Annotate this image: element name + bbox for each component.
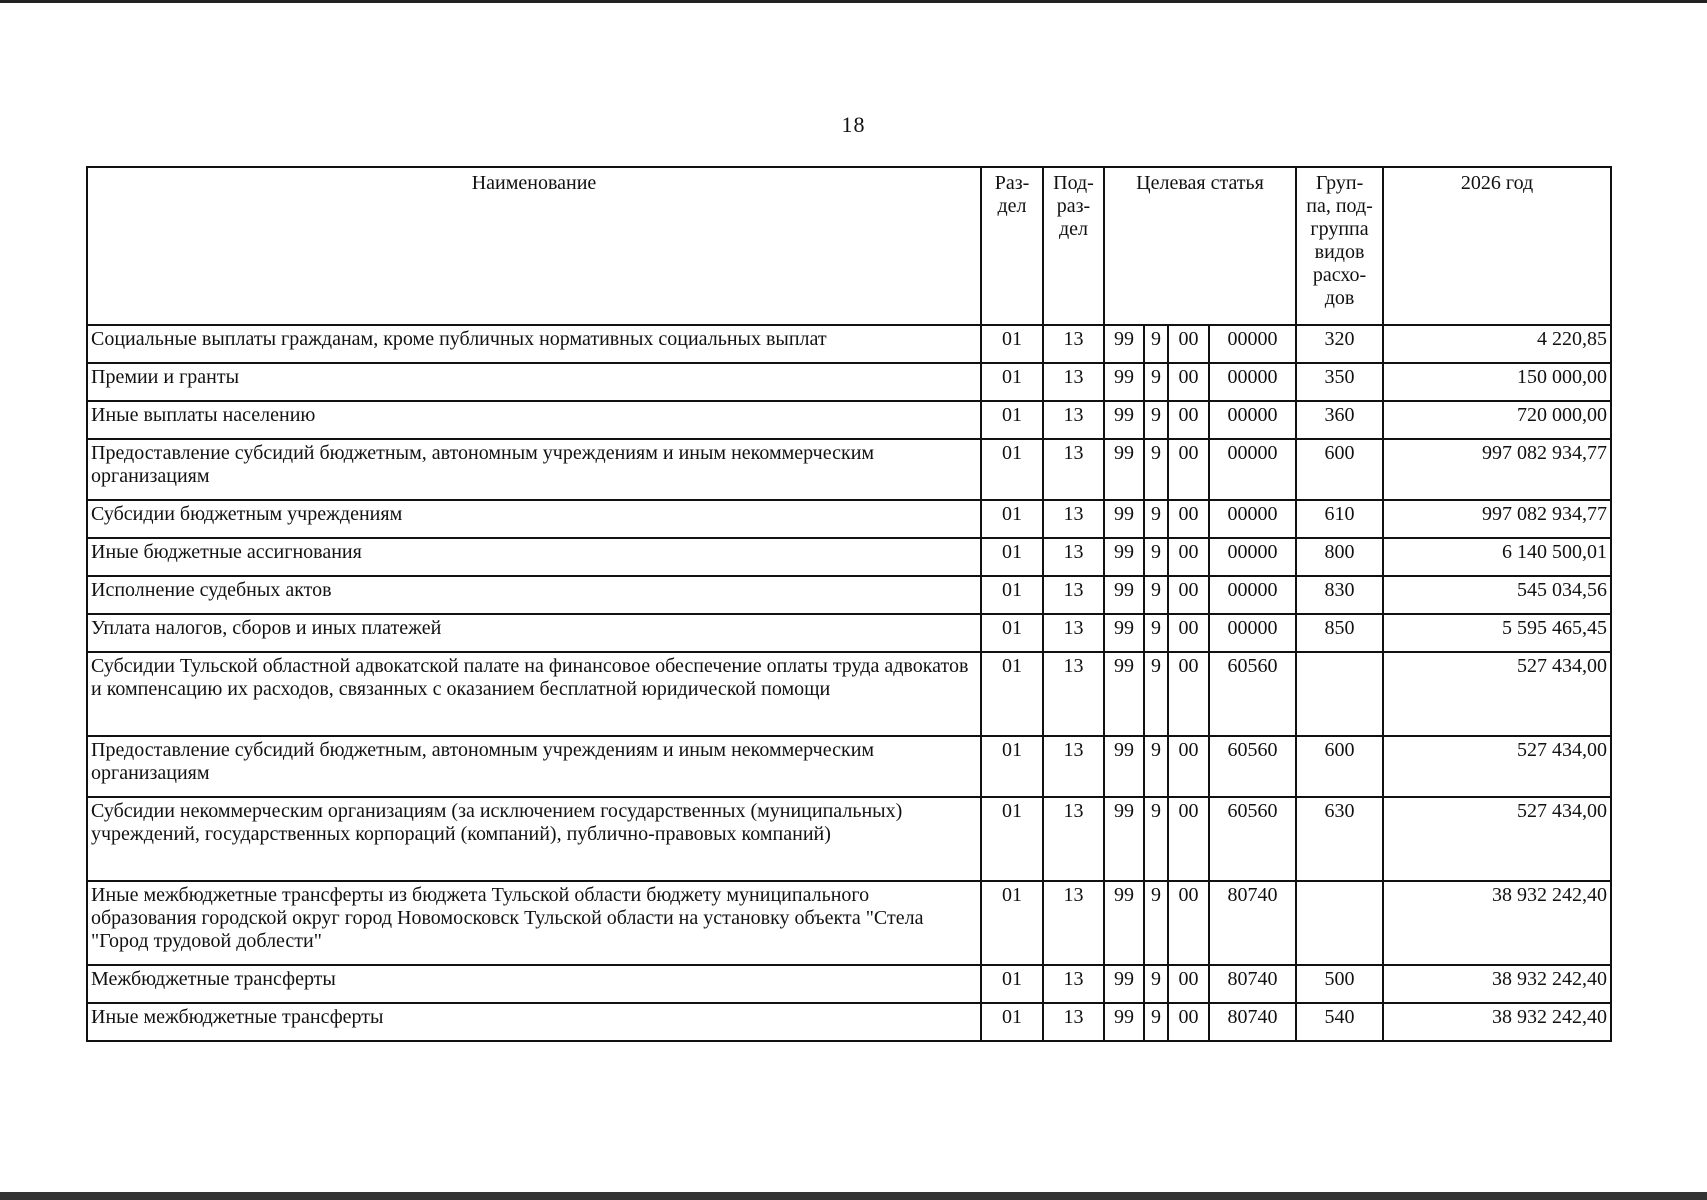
cell-expense-group: 830	[1296, 576, 1383, 614]
table-header-row	[87, 167, 1611, 325]
cell-target-direction: 00000	[1209, 325, 1296, 363]
budget-table	[86, 166, 1612, 1042]
cell-name: Предоставление субсидий бюджетным, автономным учреждениям и иным некоммерческим организациям	[87, 736, 981, 797]
header-section: Раз- дел	[981, 167, 1043, 325]
cell-target-item: 00	[1168, 614, 1209, 652]
cell-expense-group: 610	[1296, 500, 1383, 538]
cell-target-subprogram: 9	[1144, 439, 1168, 500]
cell-subsection: 13	[1043, 500, 1104, 538]
table-row	[87, 652, 1611, 736]
cell-target-program: 99	[1104, 576, 1144, 614]
cell-name: Иные межбюджетные трансферты	[87, 1003, 981, 1041]
cell-target-subprogram: 9	[1144, 797, 1168, 881]
cell-subsection: 13	[1043, 576, 1104, 614]
header-name: Наименование	[87, 167, 981, 325]
table-row	[87, 500, 1611, 538]
cell-name: Иные выплаты населению	[87, 401, 981, 439]
cell-section: 01	[981, 797, 1043, 881]
header-subsection: Под- раз- дел	[1043, 167, 1104, 325]
table-row	[87, 736, 1611, 797]
cell-amount: 720 000,00	[1383, 401, 1611, 439]
cell-amount: 38 932 242,40	[1383, 965, 1611, 1003]
cell-target-program: 99	[1104, 1003, 1144, 1041]
cell-section: 01	[981, 881, 1043, 965]
cell-target-subprogram: 9	[1144, 614, 1168, 652]
cell-target-direction: 00000	[1209, 439, 1296, 500]
cell-amount: 545 034,56	[1383, 576, 1611, 614]
cell-amount: 997 082 934,77	[1383, 439, 1611, 500]
cell-target-program: 99	[1104, 736, 1144, 797]
cell-target-item: 00	[1168, 1003, 1209, 1041]
table-row	[87, 439, 1611, 500]
cell-subsection: 13	[1043, 736, 1104, 797]
cell-target-item: 00	[1168, 325, 1209, 363]
cell-target-direction: 00000	[1209, 538, 1296, 576]
cell-target-subprogram: 9	[1144, 538, 1168, 576]
cell-section: 01	[981, 736, 1043, 797]
cell-target-subprogram: 9	[1144, 363, 1168, 401]
cell-expense-group: 320	[1296, 325, 1383, 363]
table-body	[87, 325, 1611, 1041]
cell-name: Межбюджетные трансферты	[87, 965, 981, 1003]
cell-target-program: 99	[1104, 500, 1144, 538]
cell-target-direction: 80740	[1209, 881, 1296, 965]
cell-expense-group: 500	[1296, 965, 1383, 1003]
cell-section: 01	[981, 439, 1043, 500]
cell-target-item: 00	[1168, 652, 1209, 736]
cell-target-direction: 80740	[1209, 965, 1296, 1003]
cell-target-item: 00	[1168, 797, 1209, 881]
cell-target-item: 00	[1168, 439, 1209, 500]
cell-target-item: 00	[1168, 965, 1209, 1003]
cell-expense-group: 600	[1296, 736, 1383, 797]
cell-section: 01	[981, 500, 1043, 538]
cell-target-item: 00	[1168, 401, 1209, 439]
cell-amount: 527 434,00	[1383, 736, 1611, 797]
table-row	[87, 538, 1611, 576]
cell-name: Исполнение судебных актов	[87, 576, 981, 614]
cell-subsection: 13	[1043, 439, 1104, 500]
cell-name: Иные бюджетные ассигнования	[87, 538, 981, 576]
cell-section: 01	[981, 363, 1043, 401]
cell-target-subprogram: 9	[1144, 576, 1168, 614]
cell-target-program: 99	[1104, 881, 1144, 965]
header-year: 2026 год	[1383, 167, 1611, 325]
cell-target-program: 99	[1104, 797, 1144, 881]
page-number: 18	[841, 112, 866, 137]
cell-target-subprogram: 9	[1144, 881, 1168, 965]
table-row	[87, 576, 1611, 614]
cell-expense-group: 850	[1296, 614, 1383, 652]
cell-amount: 527 434,00	[1383, 652, 1611, 736]
cell-target-direction: 60560	[1209, 736, 1296, 797]
cell-name: Премии и гранты	[87, 363, 981, 401]
cell-subsection: 13	[1043, 614, 1104, 652]
cell-section: 01	[981, 401, 1043, 439]
cell-section: 01	[981, 965, 1043, 1003]
cell-target-direction: 60560	[1209, 652, 1296, 736]
cell-subsection: 13	[1043, 325, 1104, 363]
cell-target-program: 99	[1104, 363, 1144, 401]
cell-target-subprogram: 9	[1144, 965, 1168, 1003]
cell-target-program: 99	[1104, 614, 1144, 652]
cell-section: 01	[981, 576, 1043, 614]
cell-expense-group: 800	[1296, 538, 1383, 576]
cell-name: Субсидии некоммерческим организациям (за исключением государственных (муниципальных) учреждений, государственных корпораций (компаний), публично-правовых компаний)	[87, 797, 981, 881]
cell-amount: 4 220,85	[1383, 325, 1611, 363]
cell-subsection: 13	[1043, 797, 1104, 881]
cell-name: Социальные выплаты гражданам, кроме публичных нормативных социальных выплат	[87, 325, 981, 363]
cell-target-program: 99	[1104, 401, 1144, 439]
cell-target-subprogram: 9	[1144, 652, 1168, 736]
cell-target-subprogram: 9	[1144, 500, 1168, 538]
cell-name: Субсидии Тульской областной адвокатской палате на финансовое обеспечение оплаты труда адвокатов и компенсацию их расходов, связанных с оказанием бесплатной юридической помощи	[87, 652, 981, 736]
cell-target-item: 00	[1168, 736, 1209, 797]
cell-target-direction: 00000	[1209, 500, 1296, 538]
cell-name: Иные межбюджетные трансферты из бюджета Тульской области бюджету муниципального образования городской округ город Новомосковск Тульской области на установку объекта "Стела "Город трудовой доблести"	[87, 881, 981, 965]
scan-edge-top	[0, 0, 1707, 3]
cell-expense-group: 360	[1296, 401, 1383, 439]
cell-target-direction: 00000	[1209, 401, 1296, 439]
cell-target-subprogram: 9	[1144, 1003, 1168, 1041]
cell-amount: 38 932 242,40	[1383, 1003, 1611, 1041]
cell-target-item: 00	[1168, 363, 1209, 401]
table-row	[87, 614, 1611, 652]
cell-expense-group: 600	[1296, 439, 1383, 500]
cell-name: Уплата налогов, сборов и иных платежей	[87, 614, 981, 652]
cell-target-item: 00	[1168, 500, 1209, 538]
cell-expense-group: 540	[1296, 1003, 1383, 1041]
table-row	[87, 1003, 1611, 1041]
cell-target-program: 99	[1104, 538, 1144, 576]
cell-target-direction: 00000	[1209, 576, 1296, 614]
cell-amount: 6 140 500,01	[1383, 538, 1611, 576]
cell-subsection: 13	[1043, 881, 1104, 965]
cell-target-direction: 80740	[1209, 1003, 1296, 1041]
cell-target-item: 00	[1168, 881, 1209, 965]
cell-target-item: 00	[1168, 576, 1209, 614]
table-row	[87, 325, 1611, 363]
cell-subsection: 13	[1043, 538, 1104, 576]
cell-amount: 150 000,00	[1383, 363, 1611, 401]
cell-amount: 5 595 465,45	[1383, 614, 1611, 652]
cell-target-program: 99	[1104, 439, 1144, 500]
cell-target-direction: 00000	[1209, 614, 1296, 652]
table-row	[87, 965, 1611, 1003]
cell-subsection: 13	[1043, 965, 1104, 1003]
cell-expense-group: 630	[1296, 797, 1383, 881]
cell-target-item: 00	[1168, 538, 1209, 576]
cell-target-subprogram: 9	[1144, 401, 1168, 439]
cell-subsection: 13	[1043, 1003, 1104, 1041]
cell-target-subprogram: 9	[1144, 325, 1168, 363]
cell-section: 01	[981, 538, 1043, 576]
scan-edge-bottom	[0, 1192, 1707, 1200]
cell-section: 01	[981, 652, 1043, 736]
cell-amount: 997 082 934,77	[1383, 500, 1611, 538]
header-target-article: Целевая статья	[1104, 167, 1296, 325]
cell-section: 01	[981, 325, 1043, 363]
cell-subsection: 13	[1043, 652, 1104, 736]
cell-target-program: 99	[1104, 652, 1144, 736]
cell-expense-group	[1296, 881, 1383, 965]
table-row	[87, 363, 1611, 401]
table-row	[87, 881, 1611, 965]
cell-section: 01	[981, 614, 1043, 652]
cell-expense-group	[1296, 652, 1383, 736]
cell-section: 01	[981, 1003, 1043, 1041]
cell-amount: 38 932 242,40	[1383, 881, 1611, 965]
cell-name: Предоставление субсидий бюджетным, автономным учреждениям и иным некоммерческим организациям	[87, 439, 981, 500]
header-expense-group: Груп- па, под- группа видов расхо- дов	[1296, 167, 1383, 325]
cell-amount: 527 434,00	[1383, 797, 1611, 881]
cell-expense-group: 350	[1296, 363, 1383, 401]
table-row	[87, 401, 1611, 439]
cell-target-program: 99	[1104, 965, 1144, 1003]
cell-target-direction: 00000	[1209, 363, 1296, 401]
cell-target-program: 99	[1104, 325, 1144, 363]
cell-subsection: 13	[1043, 401, 1104, 439]
cell-target-direction: 60560	[1209, 797, 1296, 881]
cell-target-subprogram: 9	[1144, 736, 1168, 797]
table-row	[87, 797, 1611, 881]
cell-name: Субсидии бюджетным учреждениям	[87, 500, 981, 538]
cell-subsection: 13	[1043, 363, 1104, 401]
